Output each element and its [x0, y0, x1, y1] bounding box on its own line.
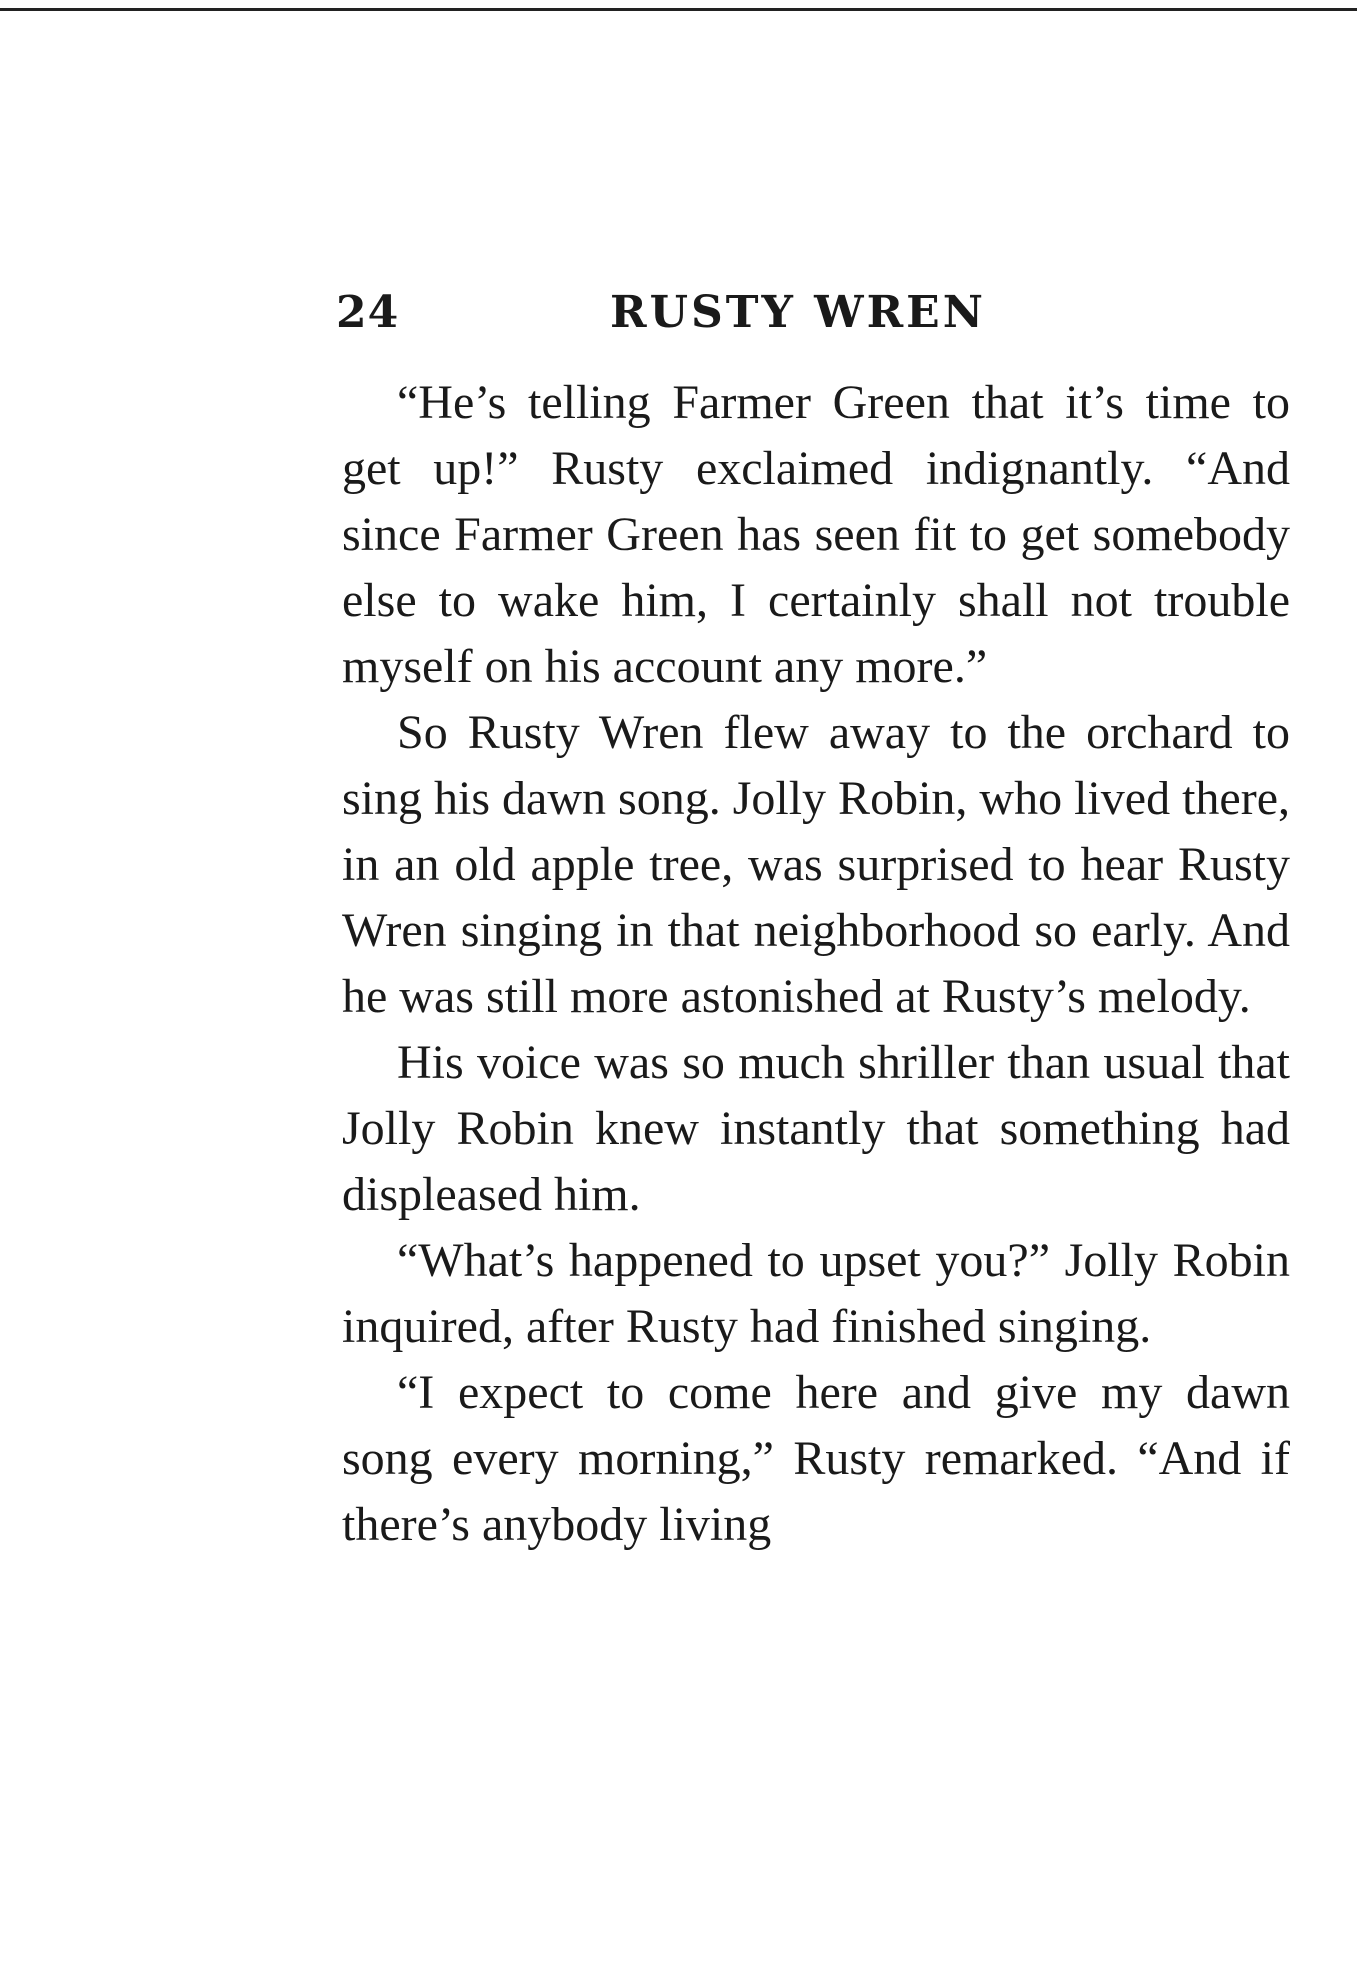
paragraph: “I expect to come here and give my dawn song every morning,” Rusty remarked. “And if there’s anybody living: [342, 1366, 1290, 1551]
page-number: 24: [336, 287, 400, 338]
paragraph: So Rusty Wren flew away to the orchard to sing his dawn song. Jolly Robin, who lived there, in an old apple tree, was surprised to hear Rusty Wren singing in that neighborhood so early. And he was still more astonished at Rusty’s melody.: [342, 706, 1290, 1023]
body-text: [342, 370, 1290, 1558]
paragraph: “He’s telling Farmer Green that it’s time to get up!” Rusty exclaimed indignantly. “And since Farmer Green has seen fit to get somebody else to wake him, I certainly shall not trouble myself on his account any more.”: [342, 376, 1290, 693]
page-header: [336, 283, 1302, 343]
running-title: RUSTY WREN: [610, 287, 986, 338]
paragraph: “What’s happened to upset you?” Jolly Robin inquired, after Rusty had finished singing.: [342, 1234, 1290, 1353]
top-border-rule: [0, 8, 1357, 11]
paragraph: His voice was so much shriller than usual that Jolly Robin knew instantly that something had displeased him.: [342, 1036, 1290, 1221]
